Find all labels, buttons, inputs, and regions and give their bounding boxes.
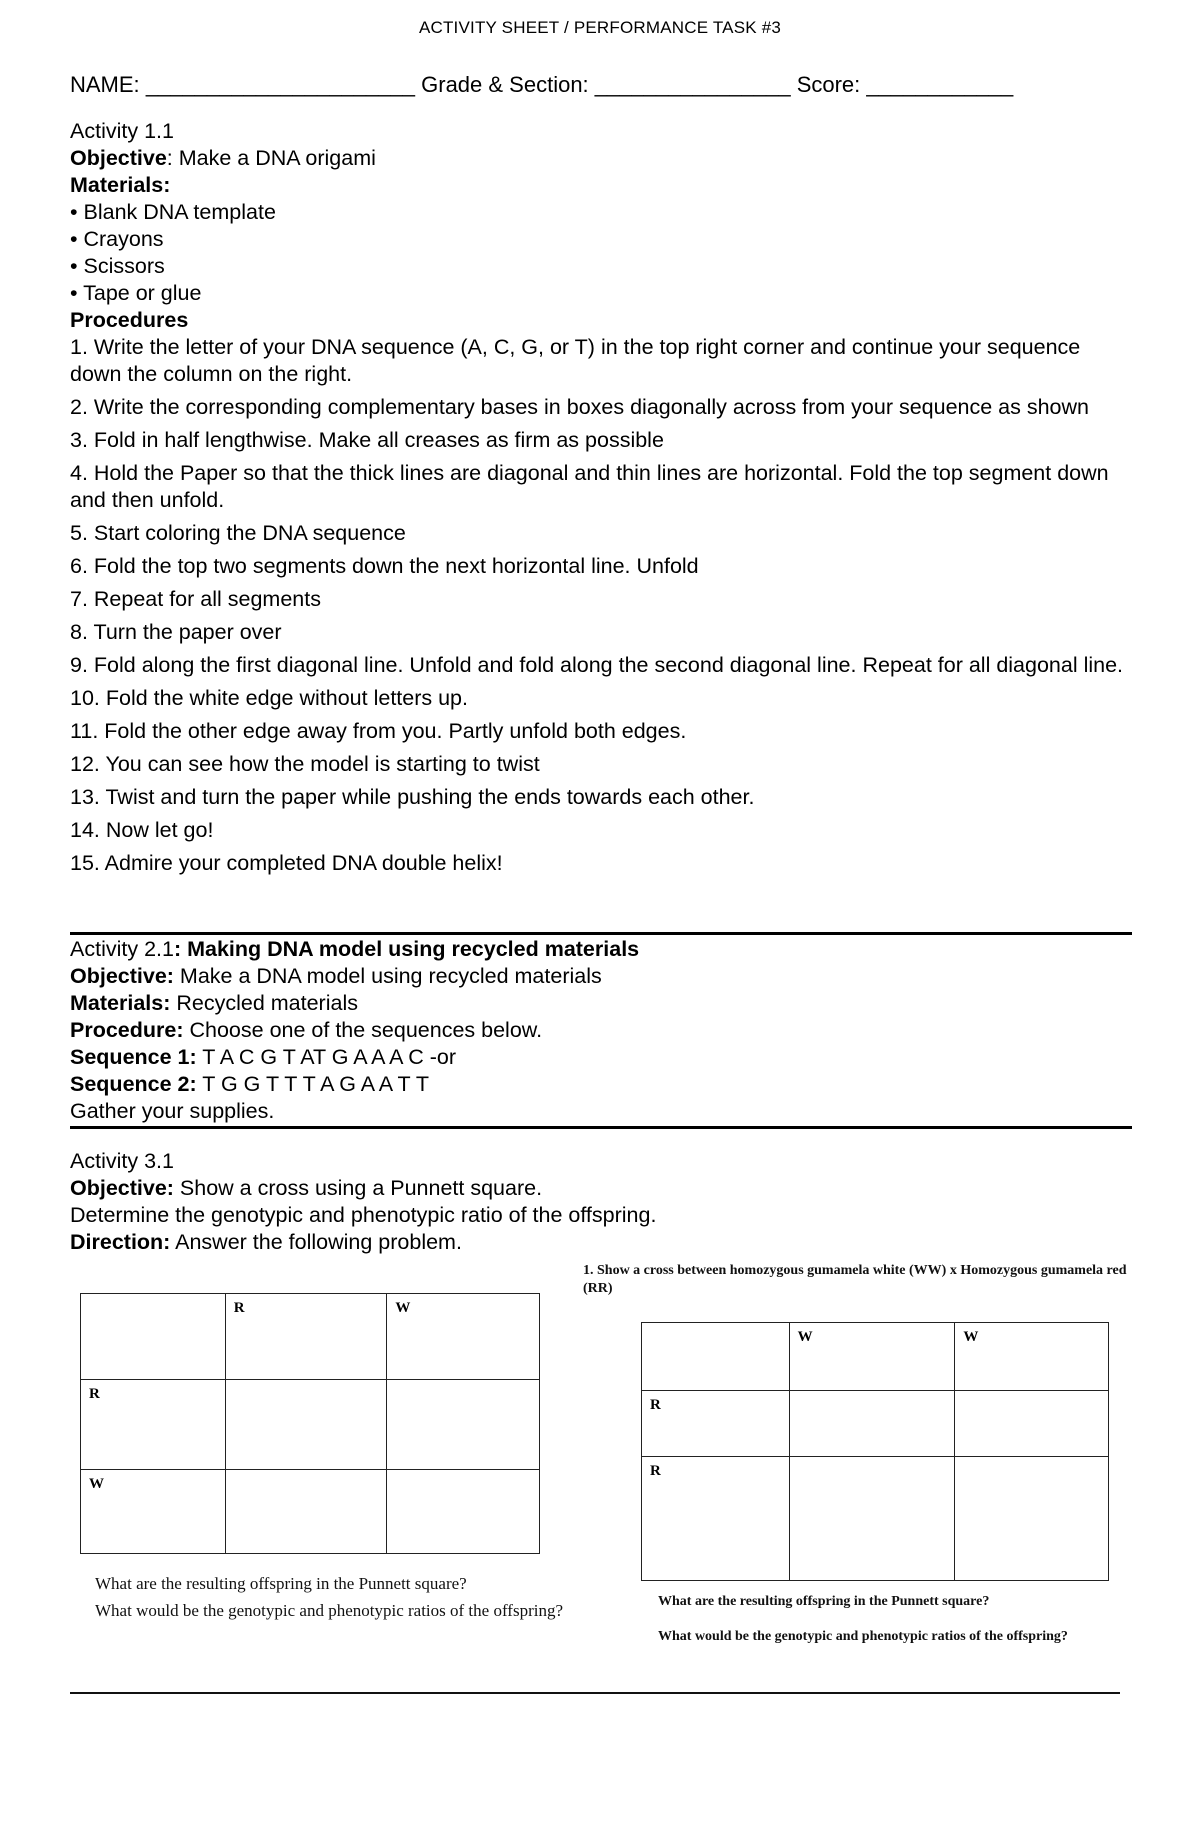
grade-section-blank[interactable]: ________________ xyxy=(594,72,791,97)
procedure-label: Procedure: xyxy=(70,1018,184,1042)
activity-3-heading: Activity 3.1 xyxy=(70,1149,174,1173)
objective-label: Objective: xyxy=(70,964,174,988)
punnett-header-cell: R xyxy=(225,1294,387,1380)
punnett-square-2 xyxy=(641,1322,1109,1581)
grade-section-label: Grade & Section: xyxy=(421,72,589,97)
punnett-side-cell: R xyxy=(642,1391,790,1457)
objective-text: Show a cross using a Punnett square. xyxy=(173,1176,543,1200)
punnett-header-cell: W xyxy=(955,1323,1109,1391)
section-divider xyxy=(70,932,1132,935)
materials-label-text: Materials: xyxy=(70,173,171,197)
question: What would be the genotypic and phenotypic ratios of the offspring? xyxy=(95,1601,564,1620)
procedure-step: 10. Fold the white edge without letters up. xyxy=(70,686,468,710)
question: What are the resulting offspring in the Punnett square? xyxy=(658,1594,990,1609)
procedure-step: 11. Fold the other edge away from you. Partly unfold both edges. xyxy=(70,719,687,743)
procedure-step: 1. Write the letter of your DNA sequence (A, C, G, or T) in the top right corner and continue your sequence down the column on the right. xyxy=(70,335,1081,386)
activity-3-determine: Determine the genotypic and phenotypic ratio of the offspring. xyxy=(70,1203,657,1227)
punnett-answer-cell[interactable] xyxy=(387,1380,540,1470)
score-label: Score: xyxy=(796,72,861,97)
procedure-step: 2. Write the corresponding complementary bases in boxes diagonally across from your sequence as shown xyxy=(70,395,1089,419)
direction-label: Direction: xyxy=(70,1230,171,1254)
procedure-step: 4. Hold the Paper so that the thick lines are diagonal and thin lines are horizontal. Fold the top segment down and then unfold. xyxy=(70,461,1109,512)
question: What would be the genotypic and phenotypic ratios of the offspring? xyxy=(658,1629,1068,1644)
activity-2-section xyxy=(70,936,1132,1125)
student-info-line xyxy=(70,72,1130,98)
sequence-2 xyxy=(70,1071,1132,1098)
punnett-header-cell: W xyxy=(789,1323,955,1391)
activity-2-objective xyxy=(70,963,1132,990)
punnett-2-questions xyxy=(658,1584,1148,1654)
material-item: • Scissors xyxy=(70,254,165,278)
bottom-answer-line[interactable] xyxy=(70,1692,1120,1694)
punnett-answer-cell[interactable] xyxy=(955,1391,1109,1457)
objective-label: Objective: xyxy=(70,1176,174,1200)
sequence-2-label: Sequence 2: xyxy=(70,1072,197,1096)
procedure-step: 12. You can see how the model is starting to twist xyxy=(70,752,540,776)
punnett-answer-cell[interactable] xyxy=(387,1470,540,1554)
material-item: • Blank DNA template xyxy=(70,200,276,224)
question: What are the resulting offspring in the Punnett square? xyxy=(95,1574,467,1593)
punnett-side-cell: R xyxy=(81,1380,226,1470)
section-divider xyxy=(70,1126,1132,1129)
material-item: • Tape or glue xyxy=(70,281,202,305)
punnett-answer-cell[interactable] xyxy=(955,1457,1109,1581)
punnett-answer-cell[interactable] xyxy=(225,1470,387,1554)
procedure-step: 3. Fold in half lengthwise. Make all creases as firm as possible xyxy=(70,428,664,452)
objective-text: : Make a DNA origami xyxy=(166,146,376,170)
procedure-step: 8. Turn the paper over xyxy=(70,620,282,644)
activity-2-heading-text: Activity 2.1 xyxy=(70,937,174,961)
punnett-answer-cell[interactable] xyxy=(789,1457,955,1581)
activity-2-heading-bold: : Making DNA model using recycled materials xyxy=(173,937,640,961)
material-item: • Crayons xyxy=(70,227,164,251)
activity-2-closing: Gather your supplies. xyxy=(70,1099,275,1123)
name-label: NAME: xyxy=(70,72,140,97)
sequence-2-text: T G G T T T A G A A T T xyxy=(196,1072,429,1096)
procedure-step: 5. Start coloring the DNA sequence xyxy=(70,521,406,545)
activity-3-direction xyxy=(70,1229,1132,1256)
activity-3-objective xyxy=(70,1175,1132,1202)
direction-text: Answer the following problem. xyxy=(170,1230,462,1254)
punnett-side-cell: W xyxy=(81,1470,226,1554)
procedure-step: 14. Now let go! xyxy=(70,818,214,842)
punnett-answer-cell[interactable] xyxy=(789,1391,955,1457)
procedure-step: 7. Repeat for all segments xyxy=(70,587,321,611)
procedure-step: 9. Fold along the first diagonal line. Unfold and fold along the second diagonal line. Repeat for all diagonal line. xyxy=(70,653,1124,677)
punnett-1-questions xyxy=(95,1570,563,1624)
punnett-corner-cell xyxy=(642,1323,790,1391)
materials-text: Recycled materials xyxy=(170,991,358,1015)
objective-label: Objective xyxy=(70,146,167,170)
sequence-1-text: T A C G T AT G A A A C -or xyxy=(196,1045,457,1069)
activity-2-heading xyxy=(70,936,1132,963)
materials-label xyxy=(70,172,1132,199)
punnett-side-cell: R xyxy=(642,1457,790,1581)
materials-label: Materials: xyxy=(70,991,171,1015)
punnett-corner-cell xyxy=(81,1294,226,1380)
name-blank[interactable]: ______________________ xyxy=(145,72,415,97)
score-blank[interactable]: ____________ xyxy=(866,72,1014,97)
punnett-2-prompt: 1. Show a cross between homozygous gumamela white (WW) x Homozygous gumamela red (RR) xyxy=(583,1263,1127,1296)
activity-1-objective xyxy=(70,145,1132,172)
activity-2-materials xyxy=(70,990,1132,1017)
activity-2-procedure xyxy=(70,1017,1132,1044)
sheet-title: ACTIVITY SHEET / PERFORMANCE TASK #3 xyxy=(418,18,782,37)
punnett-answer-cell[interactable] xyxy=(225,1380,387,1470)
sequence-1-label: Sequence 1: xyxy=(70,1045,197,1069)
procedures-label-text: Procedures xyxy=(70,308,189,332)
punnett-square-1 xyxy=(80,1293,540,1554)
activity-1-heading: Activity 1.1 xyxy=(70,119,174,143)
procedure-step: 13. Twist and turn the paper while pushing the ends towards each other. xyxy=(70,785,755,809)
objective-text: Make a DNA model using recycled materials xyxy=(173,964,602,988)
punnett-header-cell: W xyxy=(387,1294,540,1380)
activity-1-section xyxy=(70,118,1132,883)
procedures-label xyxy=(70,307,1132,334)
procedure-step: 15. Admire your completed DNA double helix! xyxy=(70,851,503,875)
sequence-1 xyxy=(70,1044,1132,1071)
procedure-step: 6. Fold the top two segments down the next horizontal line. Unfold xyxy=(70,554,699,578)
activity-3-section xyxy=(70,1148,1132,1256)
procedure-text: Choose one of the sequences below. xyxy=(183,1018,543,1042)
